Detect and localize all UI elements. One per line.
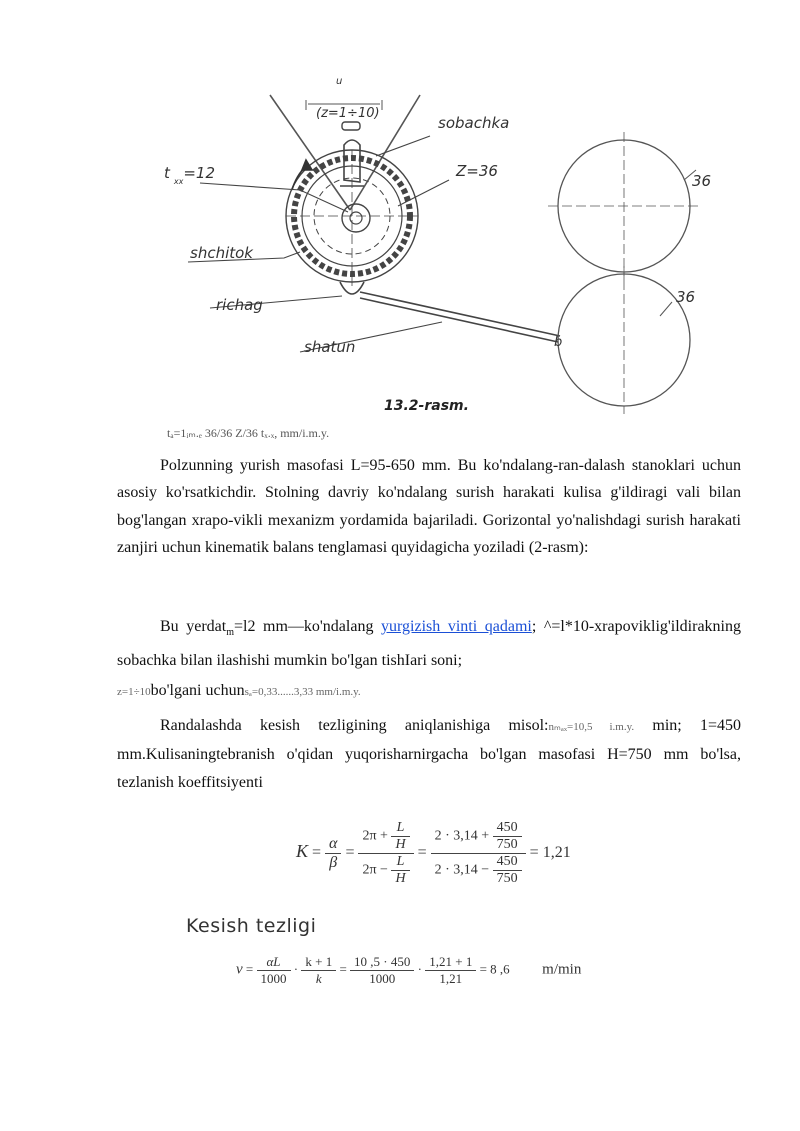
shatun-rod — [360, 292, 560, 342]
gear-bottom — [558, 266, 690, 414]
paragraph-1: Polzunning yurish masofasi L=95-650 mm. Bu ko'ndalang-ran-dalash stanoklari uchun asosiy ko'rsatkichdir. Stolning davriy ko'ndalang surish harakati kulisa g'ildiragi vali bilan bog'langan xrapo-vikli mexanizm yordamida bajariladi. Gorizontal yo'nalishdagi surish harakati zanjiri uchun kinematik balans tenglamasi quyidagicha yoziladi (2-rasm): — [117, 457, 741, 557]
z36-label: Z=36 — [456, 162, 498, 180]
formula-k: K = $\frac{\alpha}{\beta}$ = 2π + $\frac{L}{H}$ 2π − $\frac{L}{H}$ = 2 · 3,14 + $\frac{450}{750}$ 2 · 3,14 − $\frac{450}{750}$ = 1,21 — [296, 820, 571, 886]
t-label: t $_{xx}$=12 — [164, 164, 216, 186]
sobachka-label: sobachka — [438, 114, 510, 132]
figure-formula: tₐ=1ᵢₘ.ₑ 36/36 Z/36 tₓ.ₓ, mm/i.m.y. — [167, 426, 330, 440]
richag-label: richag — [216, 296, 263, 314]
paragraph-3: Randalashda kesish tezligining aniqlanishiga misol:nₘₐₓ=10,5 i.m.y. min; 1=450 mm.Kulisaningtebranish o'qidan yuqorisharnirgacha bo'lgan masofasi H=750 mm bo'lsa, tezlanish koeffitsiyenti — [117, 717, 742, 791]
gear-top-label: 36 — [692, 172, 712, 190]
paragraph-2: Bu yerdat$_m$=l2 mm—ko'ndalang yurgizish vinti qadami; ^=l*10-xrapoviklig'ildirakning sobachka bilan ilashishi mumkin bo'lgan tishIari soni; — [117, 618, 741, 669]
top-label: u — [336, 76, 343, 87]
ratchet-wheel — [286, 150, 418, 290]
formula-v: v = $\frac{\alpha L}{1000}$ · $\frac{k + 1}{k}$ = $\frac{10 ,5 \cdot 450}{1000}$ · $\frac{1,21 + 1}{1,21}$ = 8 ,6 m/min — [236, 954, 582, 986]
paragraph-2-tail: z=1÷10bo'lgani uchunsₐ=0,33......3,33 mm/i.m.y. — [117, 682, 361, 699]
shatun-label: shatun — [304, 338, 356, 356]
point-b-label: b — [554, 335, 563, 350]
gear-top — [548, 132, 700, 280]
link-yurgizish-vinti-qadami[interactable]: yurgizish vinti qadami — [381, 618, 532, 635]
kesish-heading: Kesish tezligi — [186, 915, 317, 937]
gear-bottom-label: 36 — [676, 288, 696, 306]
slot-mark — [342, 122, 360, 130]
shchitok-label: shchitok — [190, 244, 253, 262]
range-label: (z=1÷10) — [316, 106, 380, 121]
figure-caption: 13.2-rasm. — [384, 398, 469, 414]
mechanism-figure — [0, 0, 800, 420]
